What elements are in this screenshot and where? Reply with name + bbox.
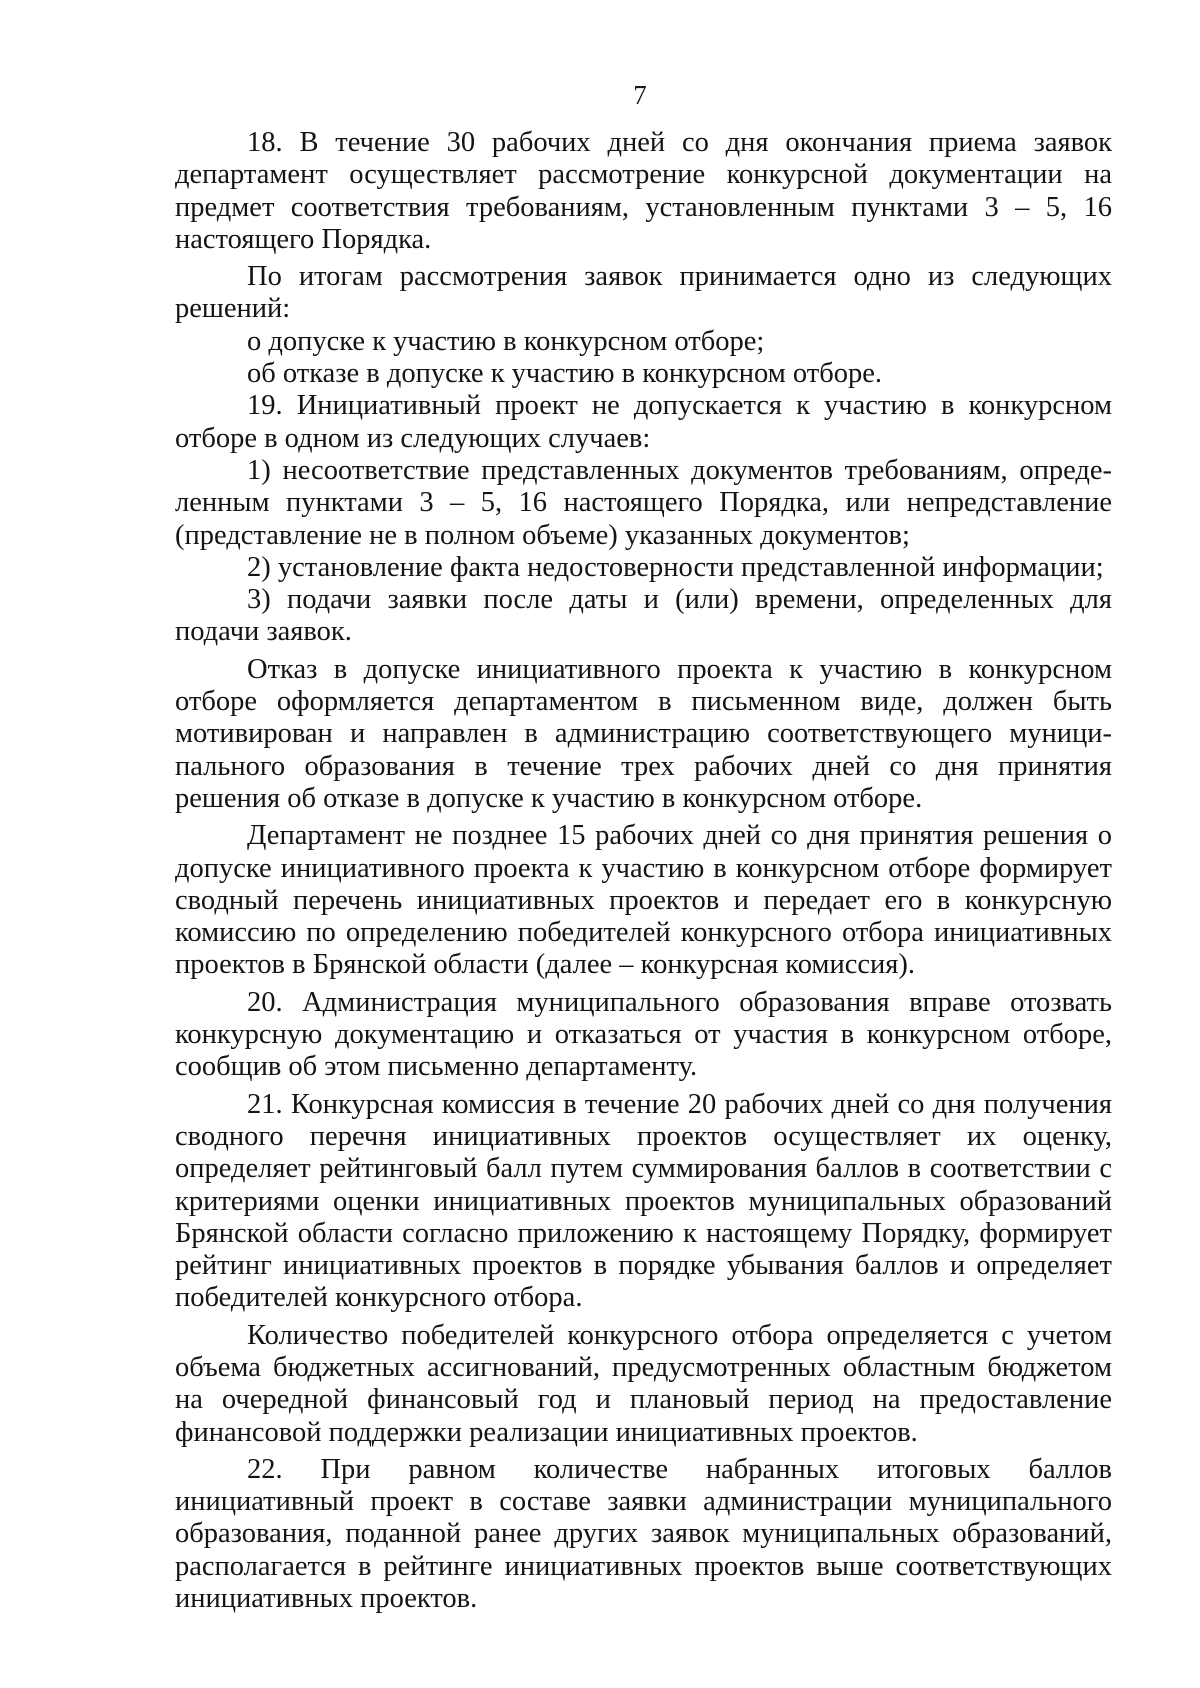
- paragraph-20: 20. Администрация муниципального образования вправе отозвать конкурсную документацию и отказаться от участия в конкурсном отборе, сообщив об этом письменно департаменту.: [175, 986, 1112, 1083]
- paragraph-decision-refuse: об отказе в допуске к участию в конкурсном отборе.: [247, 358, 882, 390]
- paragraph-refusal-notice: Отказ в допуске инициативного проекта к участию в конкурсном отборе оформляется департаментом в письменном виде, должен быть мотивирован и направлен в администрацию соответствующего муниципального образования в течение трех рабочих дней со дня принятия решения об отказе в допуске к участию в конкурсном отборе.: [175, 653, 1112, 814]
- paragraph-19-item-3: 3) подачи заявки после даты и (или) времени, определенных для подачи заявок.: [175, 584, 1112, 648]
- paragraph-consolidated-list: Департамент не позднее 15 рабочих дней со дня принятия решения о допуске инициативного проекта к участию в конкурсном отборе формирует сводный перечень инициативных проектов и передает его в конкурсную комиссию по определению победителей конкурсного отбора инициативных проектов в Брянской области (далее – конкурсная комиссия).: [175, 820, 1112, 981]
- page-number: 7: [633, 80, 647, 110]
- paragraph-19: 19. Инициативный проект не допускается к участию в конкурсном отборе в одном из следующих случаев:: [175, 390, 1112, 454]
- paragraph-decision-admit: о допуске к участию в конкурсном отборе;: [247, 325, 765, 357]
- paragraph-22: 22. При равном количестве набранных итоговых баллов инициативный проект в составе заявки администрации муниципального образования, поданной ранее других заявок муниципальных образований, располагается в рейтинге инициативных проектов выше соответствующих инициативных проектов.: [175, 1453, 1112, 1615]
- document-body: [175, 127, 1112, 1615]
- paragraph-21: 21. Конкурсная комиссия в течение 20 рабочих дней со дня получения сводного перечня инициативных проектов осуществляет их оценку, определяет рейтинговый балл путем суммирования баллов в соответствии с критериями оценки инициативных проектов муниципальных образований Брянской области согласно приложению к настоящему Порядку, формирует рейтинг инициативных проектов в порядке убывания баллов и определяет победителей конкурсного отбора.: [175, 1088, 1112, 1314]
- paragraph-winners-count: Количество победителей конкурсного отбора определяется с учетом объема бюджетных ассигнований, предусмотренных областным бюджетом на очередной финансовый год и плановый период на предоставление финансовой поддержки реализации инициативных проектов.: [175, 1319, 1112, 1448]
- paragraph-19-item-1: 1) несоответствие представленных документов требованиям, определенным пунктами 3 – 5, 16 настоящего Порядка, или непредставление (представление не в полном объеме) указанных документов;: [175, 454, 1112, 551]
- paragraph-18: 18. В течение 30 рабочих дней со дня окончания приема заявок департамент осуществляет рассмотрение конкурсной документации на предмет соответствия требованиям, установленным пунктами 3 – 5, 16 настоящего Порядка.: [175, 127, 1112, 255]
- paragraph-19-item-2: 2) установление факта недостоверности представленной информации;: [247, 551, 1104, 583]
- paragraph-review-results: По итогам рассмотрения заявок принимается одно из следующих решений:: [175, 261, 1112, 325]
